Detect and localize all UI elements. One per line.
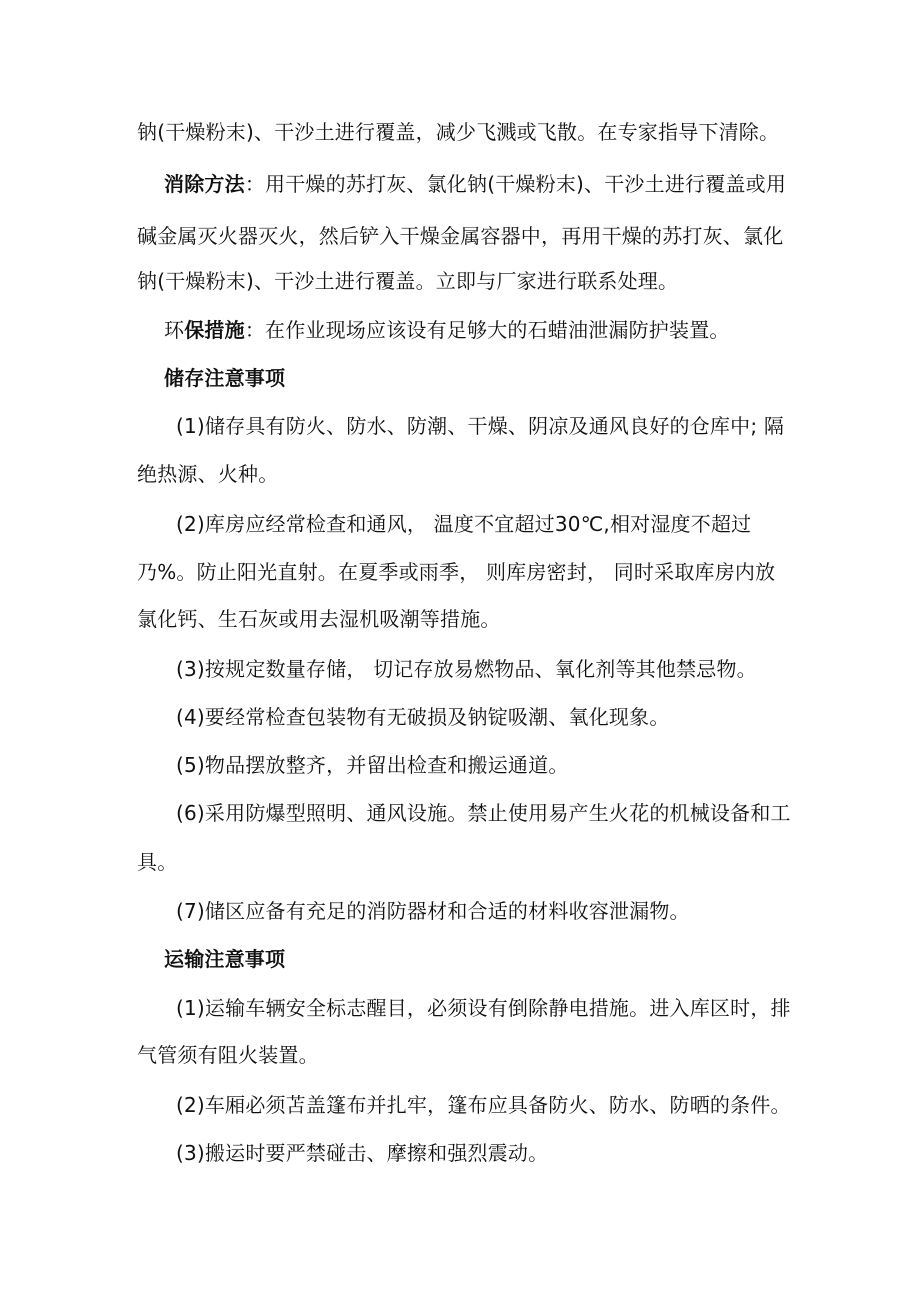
storage-item-4: (4)要经常检查包装物有无破损及钠锭吸潮、氧化现象。	[176, 705, 670, 729]
storage-item-1-line-1: (1)储存具有防火、防水、防潮、干燥、阴凉及通风良好的仓库中; 隔	[176, 414, 785, 438]
environment-label-bold: 保措施	[184, 318, 245, 342]
storage-item-5: (5)物品摆放整齐，并留出检查和搬运通道。	[176, 753, 569, 777]
environment-label-plain: 环	[164, 318, 185, 342]
environment-measures-line	[164, 316, 730, 344]
storage-item-6-line-2: 具。	[137, 850, 178, 874]
storage-item-3: (3)按规定数量存储， 切记存放易燃物品、氧化剂等其他禁忌物。	[176, 657, 757, 681]
removal-method-line-1	[164, 170, 786, 198]
transport-item-2: (2)车厢必须苫盖篷布并扎牢，篷布应具备防火、防水、防晒的条件。	[176, 1093, 791, 1117]
removal-method-label: 消除方法	[164, 172, 245, 196]
storage-item-2-line-3: 氯化钙、生石灰或用去湿机吸潮等措施。	[137, 607, 501, 631]
storage-item-1-line-2: 绝热源、火种。	[137, 462, 279, 486]
transport-item-1-line-2: 气管须有阻火装置。	[137, 1043, 319, 1067]
environment-text: ：在作业现场应该设有足够大的石蜡油泄漏防护装置。	[244, 318, 730, 342]
transport-item-1-line-1: (1)运输车辆安全标志醒目，必须设有倒除静电措施。进入库区时，排	[176, 996, 791, 1020]
removal-method-text: ：用干燥的苏打灰、氯化钠(干燥粉末)、干沙土进行覆盖或用	[244, 172, 787, 196]
storage-item-7: (7)储区应备有充足的消防器材和合适的材料收容泄漏物。	[176, 899, 690, 923]
transport-item-3: (3)搬运时要严禁碰击、摩擦和强烈震动。	[176, 1141, 549, 1165]
storage-item-2-line-2: 乃%。防止阳光直射。在夏季或雨季， 则库房密封， 同时采取库房内放	[137, 560, 776, 584]
removal-method-line-2: 碱金属灭火器灭火，然后铲入干燥金属容器中，再用干燥的苏打灰、氯化	[137, 224, 784, 248]
storage-item-6-line-1: (6)采用防爆型照明、通风设施。禁止使用易产生火花的机械设备和工	[176, 801, 791, 825]
storage-heading: 储存注意事项	[164, 366, 286, 390]
storage-item-2-line-1: (2)库房应经常检查和通风， 温度不宜超过30℃,相对湿度不超过	[176, 512, 752, 536]
top-paragraph-line-1: 钠(干燥粉末)、干沙土进行覆盖，减少飞溅或飞散。在专家指导下清除。	[137, 120, 780, 144]
removal-method-line-3: 钠(干燥粉末)、干沙土进行覆盖。立即与厂家进行联系处理。	[137, 269, 679, 293]
transport-heading: 运输注意事项	[164, 947, 286, 971]
